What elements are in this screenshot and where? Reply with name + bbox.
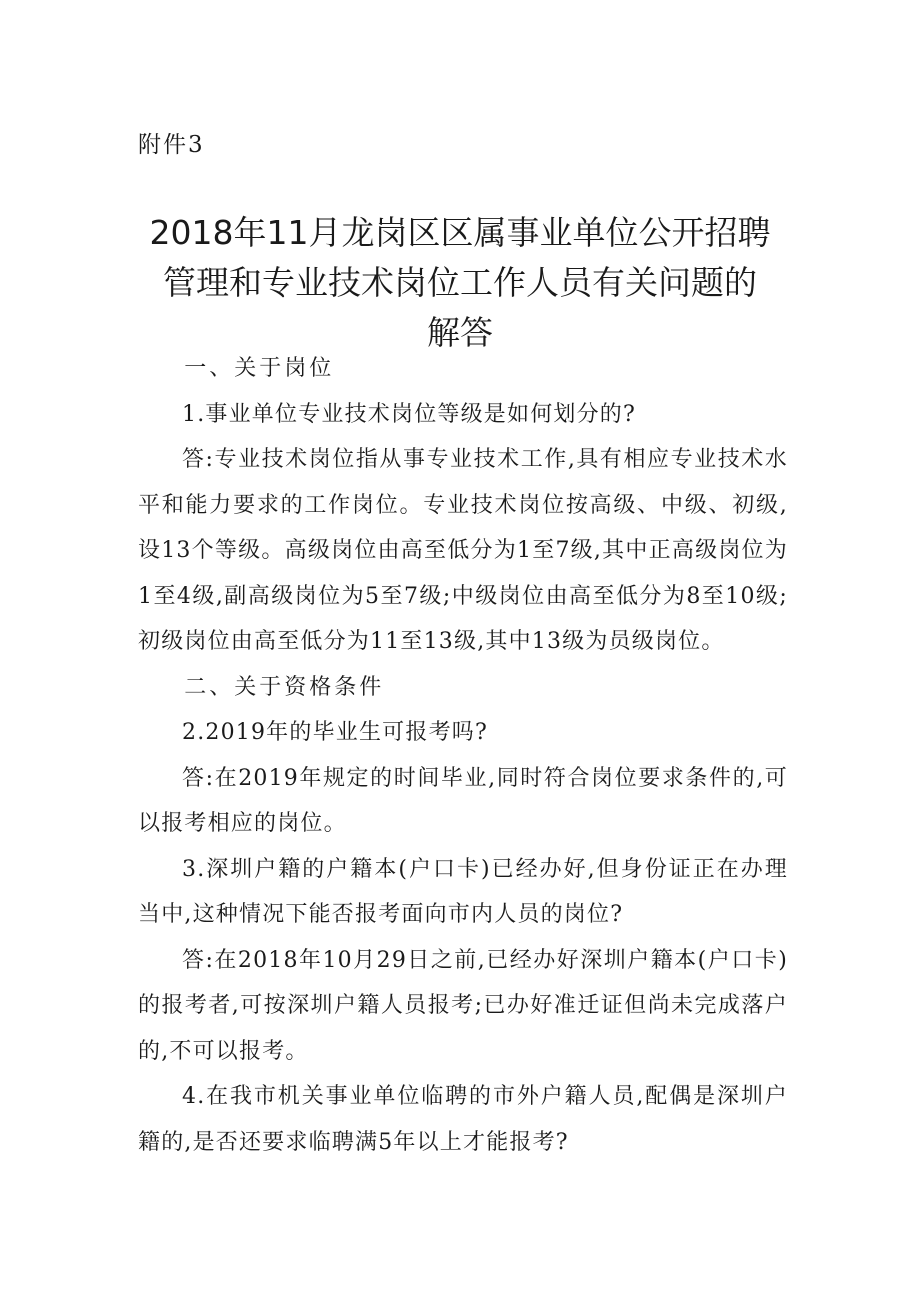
title-line-3: 解答 xyxy=(427,313,493,352)
document-body xyxy=(138,346,788,1165)
document-title xyxy=(130,208,790,358)
question-4: 4.在我市机关事业单位临聘的市外户籍人员,配偶是深圳户籍的,是否还要求临聘满5年以上才能报考? xyxy=(138,1084,788,1155)
question-2: 2.2019年的毕业生可报考吗? xyxy=(182,720,488,745)
answer-2: 答:在2019年规定的时间毕业,同时符合岗位要求条件的,可以报考相应的岗位。 xyxy=(138,765,788,836)
section-heading-qualifications: 二、关于资格条件 xyxy=(184,674,385,700)
section-heading-positions: 一、关于岗位 xyxy=(184,356,335,381)
question-3: 3.深圳户籍的户籍本(户口卡)已经办好,但身份证正在办理当中,这种情况下能否报考面向市内人员的岗位? xyxy=(138,856,788,927)
answer-3: 答:在2018年10月29日之前,已经办好深圳户籍本(户口卡)的报考者,可按深圳户籍人员报考;已办好准迁证但尚未完成落户的,不可以报考。 xyxy=(138,947,788,1064)
title-line-2: 管理和专业技术岗位工作人员有关问题的 xyxy=(163,263,757,302)
attachment-label: 附件3 xyxy=(138,132,205,158)
question-1: 1.事业单位专业技术岗位等级是如何划分的? xyxy=(182,401,636,427)
title-line-1: 2018年11月龙岗区区属事业单位公开招聘 xyxy=(149,213,771,252)
answer-1: 答:专业技术岗位指从事专业技术工作,具有相应专业技术水平和能力要求的工作岗位。专业技术岗位按高级、中级、初级,设13个等级。高级岗位由高至低分为1至7级,其中正高级岗位为1至4级,副高级岗位为5至7级;中级岗位由高至低分为8至10级;初级岗位由高至低分为11至13级,其中13级为员级岗位。 xyxy=(138,447,788,654)
